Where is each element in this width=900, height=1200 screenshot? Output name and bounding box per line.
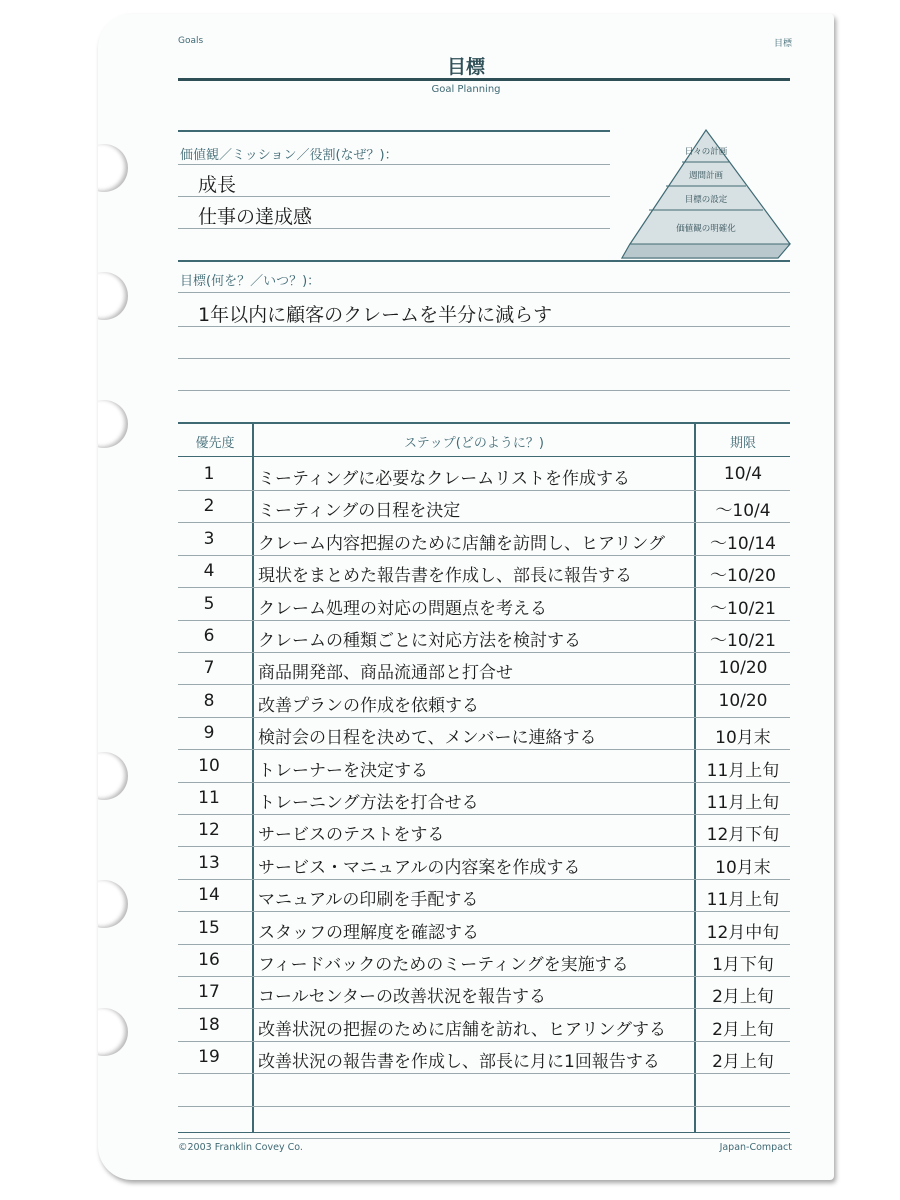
- writing-line: [178, 228, 610, 229]
- goal-label: 目標(何を？／いつ？)：: [180, 274, 321, 289]
- values-entry: 成長: [198, 174, 237, 196]
- step-deadline: ～10/21: [710, 598, 776, 619]
- table-row: [178, 750, 790, 783]
- writing-line: [178, 358, 790, 359]
- step-number: 9: [203, 723, 215, 744]
- table-row: [178, 879, 790, 912]
- step-deadline: 10/20: [718, 690, 768, 711]
- step-number: 19: [198, 1047, 220, 1068]
- title-rule: [178, 78, 790, 81]
- header-left-label: Goals: [178, 36, 204, 46]
- values-entry: 仕事の達成感: [198, 206, 313, 228]
- section-rule: [178, 130, 610, 132]
- step-description: サービスのテストをする: [258, 825, 445, 846]
- table-row: [178, 1009, 790, 1042]
- footer-edition: Japan-Compact: [719, 1142, 792, 1153]
- step-description: ミーティングの日程を決定: [258, 501, 461, 522]
- productivity-pyramid: [618, 126, 794, 260]
- table-row: [178, 814, 790, 847]
- table-row: [178, 782, 790, 815]
- step-deadline: ～10/20: [710, 566, 776, 587]
- footer-rule: [178, 1132, 790, 1133]
- table-row: [178, 588, 790, 621]
- writing-line: [178, 164, 610, 165]
- step-number: 17: [198, 982, 220, 1003]
- table-row: [178, 912, 790, 945]
- page-subtitle: Goal Planning: [431, 84, 501, 95]
- step-description: マニュアルの印刷を手配する: [258, 890, 479, 911]
- pyramid-level-values: 価値観の明確化: [676, 224, 736, 234]
- pyramid-level-goals: 目標の設定: [684, 195, 728, 205]
- step-number: 8: [203, 690, 215, 711]
- table-row: [178, 685, 790, 718]
- step-number: 3: [203, 528, 215, 549]
- header-rule: [178, 456, 790, 457]
- writing-line: [178, 196, 610, 197]
- binder-hole: [98, 1008, 128, 1056]
- step-deadline: 2月上旬: [712, 1052, 774, 1073]
- step-description: 改善状況の報告書を作成し、部長に月に1回報告する: [258, 1052, 660, 1073]
- step-deadline: 11月上旬: [706, 760, 780, 781]
- table-row: [178, 944, 790, 977]
- step-number: 2: [203, 496, 215, 517]
- step-description: トレーニング方法を打合せる: [258, 793, 479, 813]
- binder-hole: [98, 400, 128, 448]
- step-deadline: ～10/4: [715, 501, 771, 522]
- step-number: 6: [203, 626, 215, 646]
- table-row: [178, 717, 790, 750]
- header-right-label: 目標: [773, 39, 792, 49]
- step-deadline: 10/20: [718, 658, 768, 679]
- step-description: クレーム内容把握のために店舗を訪問し、ヒアリング: [258, 533, 665, 554]
- step-description: スタッフの理解度を確認する: [258, 922, 479, 943]
- step-deadline: 10月末: [715, 728, 771, 749]
- step-deadline: ～10/14: [710, 533, 776, 554]
- step-number: 7: [203, 658, 215, 679]
- table-row: [178, 976, 790, 1009]
- step-description: 現状をまとめた報告書を作成し、部長に報告する: [258, 566, 632, 587]
- table-row: [178, 1074, 790, 1107]
- step-number: 15: [198, 917, 220, 938]
- step-description: ミーティングに必要なクレームリストを作成する: [258, 469, 630, 489]
- step-deadline: 12月下旬: [706, 825, 780, 846]
- table-row: [178, 523, 790, 556]
- step-description: 改善状況の把握のために店舗を訪れ、ヒアリングする: [258, 1019, 666, 1040]
- table-row: [178, 652, 790, 685]
- writing-line: [178, 292, 790, 293]
- steps-table: [178, 422, 790, 1147]
- table-row: [178, 458, 790, 491]
- step-description: トレーナーを決定する: [258, 760, 428, 781]
- step-number: 18: [198, 1014, 220, 1035]
- step-number: 14: [198, 885, 220, 906]
- step-deadline: 2月上旬: [712, 1019, 774, 1040]
- planner-page: [98, 14, 834, 1180]
- step-number: 12: [198, 820, 220, 841]
- step-deadline: 10/4: [723, 464, 763, 484]
- step-number: 13: [198, 852, 220, 873]
- step-description: クレーム処理の対応の問題点を考える: [258, 598, 547, 619]
- writing-line: [178, 390, 790, 391]
- footer-copyright: ©2003 Franklin Covey Co.: [178, 1142, 303, 1153]
- step-description: クレームの種類ごとに対応方法を検討する: [258, 631, 581, 651]
- step-deadline: 12月中旬: [706, 922, 780, 943]
- step-number: 10: [198, 755, 220, 776]
- step-description: 検討会の日程を決めて、メンバーに連絡する: [258, 728, 597, 749]
- step-deadline: 1月下旬: [712, 955, 774, 975]
- values-label: 価値観／ミッション／役割(なぜ？)：: [180, 148, 398, 163]
- table-row: [178, 490, 790, 523]
- step-description: フィードバックのためのミーティングを実施する: [258, 955, 629, 975]
- step-deadline: 2月上旬: [712, 987, 774, 1008]
- step-deadline: 10月末: [715, 857, 771, 878]
- step-deadline: 11月上旬: [706, 890, 780, 911]
- step-number: 5: [203, 593, 215, 614]
- pyramid-level-weekly: 週間計画: [688, 171, 724, 181]
- page-title: 目標: [446, 56, 485, 78]
- table-row: [178, 555, 790, 588]
- pyramid-level-daily: 日々の計画: [684, 147, 728, 157]
- step-description: コールセンターの改善状況を報告する: [258, 987, 546, 1008]
- section-rule: [178, 260, 790, 262]
- step-number: 4: [203, 561, 215, 582]
- step-number: 11: [198, 788, 220, 808]
- goal-entry: 1年以内に顧客のクレームを半分に減らす: [198, 304, 553, 326]
- step-description: サービス・マニュアルの内容案を作成する: [258, 857, 581, 878]
- step-number: 16: [198, 950, 220, 970]
- header-deadline: 期限: [729, 436, 756, 451]
- binder-hole: [98, 880, 128, 928]
- step-deadline: 11月上旬: [706, 793, 780, 813]
- binder-hole: [98, 272, 128, 320]
- table-row: [178, 1041, 790, 1074]
- table-row: [178, 620, 790, 653]
- step-deadline: ～10/21: [710, 631, 776, 651]
- table-row: [178, 847, 790, 880]
- header-priority: 優先度: [195, 436, 235, 451]
- step-description: 改善プランの作成を依頼する: [258, 695, 479, 716]
- table-row: [178, 1106, 790, 1139]
- step-description: 商品開発部、商品流通部と打合せ: [258, 663, 513, 684]
- writing-line: [178, 326, 790, 327]
- binder-hole: [98, 752, 128, 800]
- table-top-rule: [178, 422, 790, 424]
- binder-hole: [98, 144, 128, 192]
- header-step: ステップ(どのように？): [404, 436, 544, 451]
- step-number: 1: [203, 464, 215, 484]
